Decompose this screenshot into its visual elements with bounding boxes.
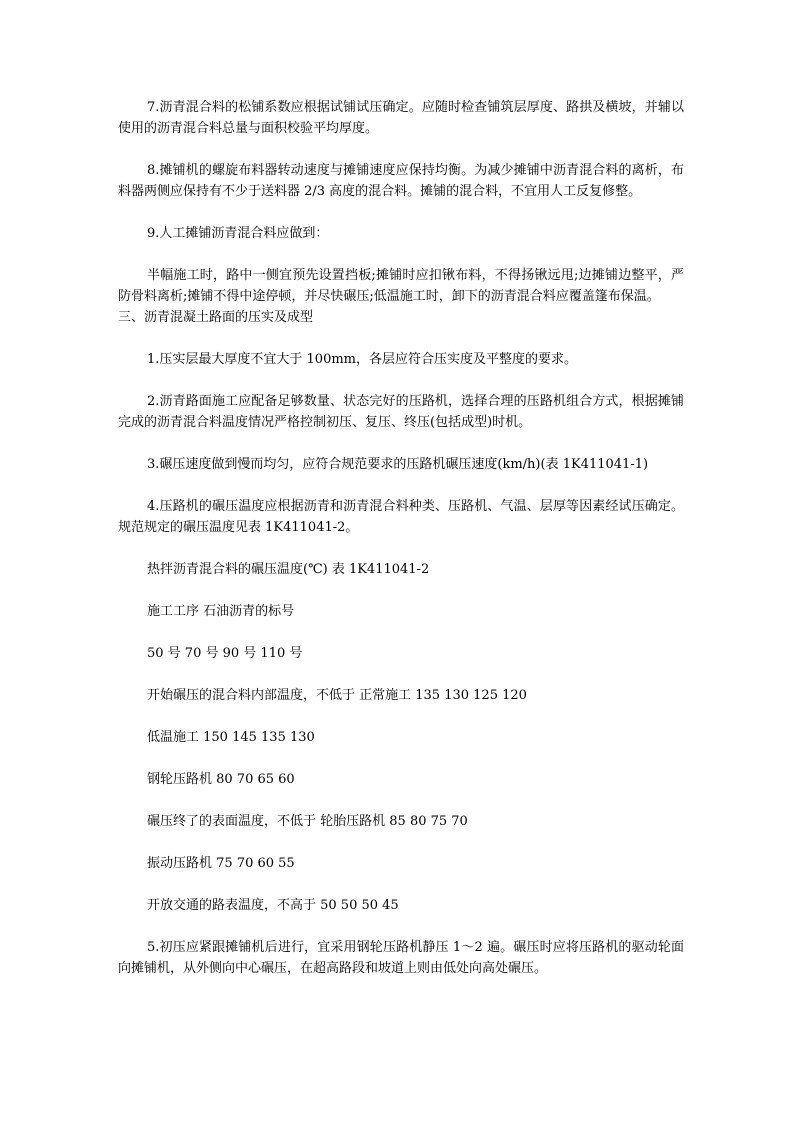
table-row: 钢轮压路机 80 70 65 60: [147, 772, 295, 787]
paragraph-s4: 4.压路机的碾压温度应根据沥青和沥青混合料种类、压路机、气温、层厚等因素经试压确定。规范规定的碾压温度见表 1K411041-2。: [118, 499, 684, 535]
table-row: 50 号 70 号 90 号 110 号: [147, 646, 303, 661]
document-page: [118, 97, 684, 979]
table-row: 开始碾压的混合料内部温度，不低于 正常施工 135 130 125 120: [147, 688, 527, 703]
paragraph-s5: 5.初压应紧跟摊铺机后进行，宜采用钢轮压路机静压 1～2 遍。碾压时应将压路机的驱动轮面向摊铺机，从外侧向中心碾压，在超高路段和坡道上则由低处向高处碾压。: [118, 940, 684, 976]
table-row: 振动压路机 75 70 60 55: [147, 856, 295, 871]
table-row: 碾压终了的表面温度，不低于 轮胎压路机 85 80 75 70: [147, 814, 468, 829]
paragraph-8: 8.摊铺机的螺旋布料器转动速度与摊铺速度应保持均衡。为减少摊铺中沥青混合料的离析，布料器两侧应保持有不少于送料器 2/3 高度的混合料。摊铺的混合料，不宜用人工反复修整。: [118, 163, 684, 199]
table-row: 开放交通的路表温度，不高于 50 50 50 45: [147, 898, 399, 913]
paragraph-s2: 2.沥青路面施工应配备足够数量、状态完好的压路机，选择合理的压路机组合方式，根据摊铺完成的沥青混合料温度情况严格控制初压、复压、终压(包括成型)时机。: [118, 394, 684, 430]
paragraph-s3: 3.碾压速度做到慢而均匀，应符合规范要求的压路机碾压速度(km/h)(表 1K411041-1): [147, 457, 649, 472]
paragraph-9-body: 半幅施工时，路中一侧宜预先设置挡板;摊铺时应扣锹布料，不得扬锹远甩;边摊铺边整平，严防骨料离析;摊铺不得中途停顿，并尽快碾压;低温施工时，卸下的沥青混合料应覆盖篷布保温。: [118, 268, 684, 304]
paragraph-7: 7.沥青混合料的松铺系数应根据试铺试压确定。应随时检查铺筑层厚度、路拱及横坡，并辅以使用的沥青混合料总量与面积校验平均厚度。: [118, 100, 684, 136]
table-row: 低温施工 150 145 135 130: [147, 730, 315, 745]
section-heading: 三、沥青混凝土路面的压实及成型: [118, 310, 314, 325]
paragraph-s1: 1.压实层最大厚度不宜大于 100mm，各层应符合压实度及平整度的要求。: [147, 352, 578, 367]
table-title: 热拌沥青混合料的碾压温度(℃) 表 1K411041-2: [147, 562, 430, 577]
paragraph-9: 9.人工摊铺沥青混合料应做到：: [147, 226, 329, 241]
table-row: 施工工序 石油沥青的标号: [147, 604, 295, 619]
